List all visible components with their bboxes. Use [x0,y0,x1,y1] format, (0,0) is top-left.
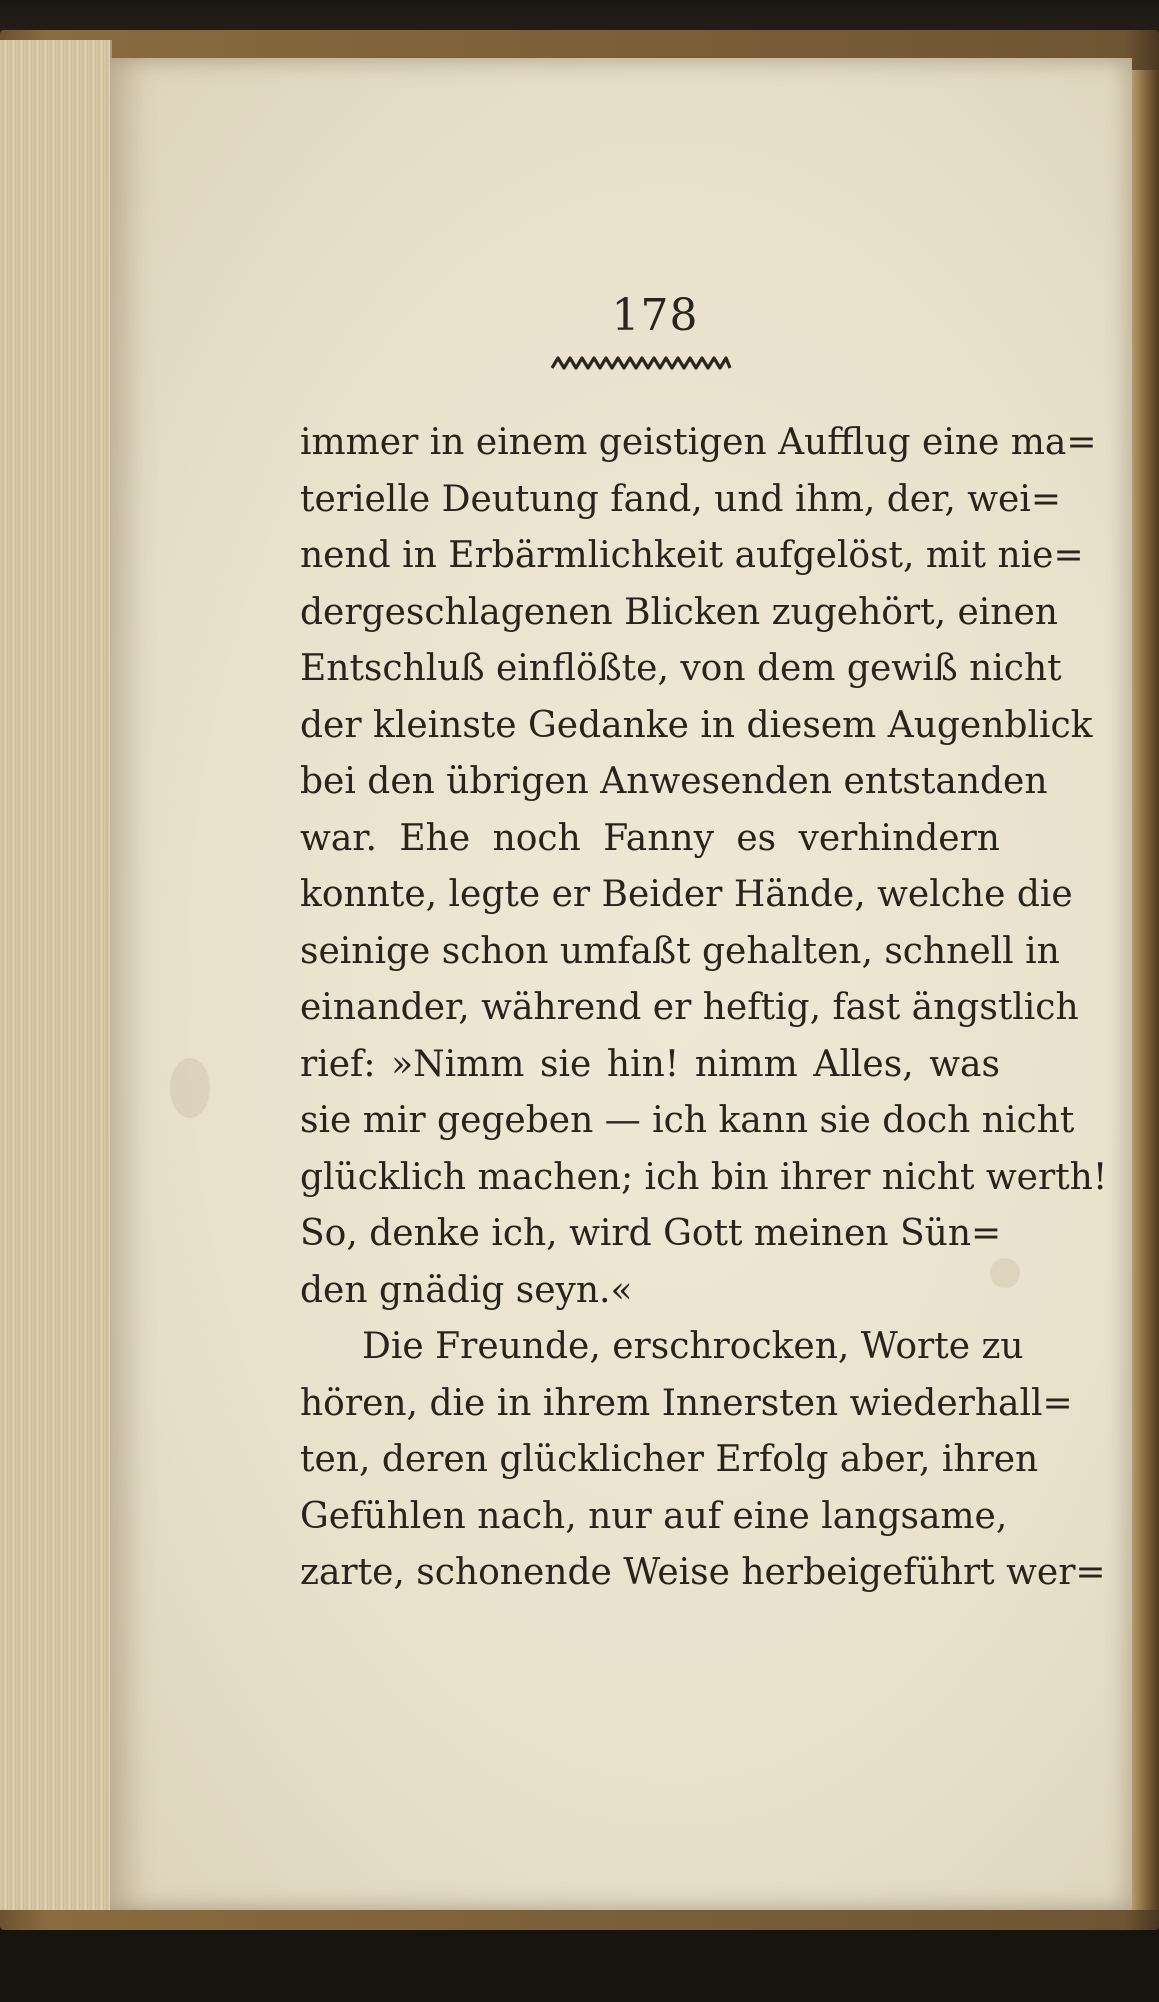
text-line: bei den übrigen Anwesenden entstanden [300,761,1048,802]
text-line: war. Ehe noch Fanny es verhindern [300,817,1000,859]
text-line: Gefühlen nach, nur auf eine langsame, [300,1495,1008,1537]
text-line: So, denke ich, wird Gott meinen Sün= [300,1213,1002,1254]
text-line: konnte, legte er Beider Hände, welche die [300,874,1073,915]
text-line: der kleinste Gedanke in diesem Augenblick [300,704,1093,746]
text-line: terielle Deutung fand, und ihm, der, wei= [300,478,1062,520]
text-line: sie mir gegeben — ich kann sie doch nicht [300,1100,1075,1141]
text-line: Entschluß einflößte, von dem gewiß nicht [300,648,1062,689]
ornament-rule [550,350,732,374]
text-line: zarte, schonende Weise herbeigeführt wer= [300,1552,1106,1593]
paper-stain [170,1058,210,1118]
body-text [300,415,1108,1602]
text-line: ten, deren glücklicher Erfolg aber, ihren [300,1439,1039,1480]
text-line: nend in Erbärmlichkeit aufgelöst, mit nie= [300,535,1084,576]
text-line: dergeschlagenen Blicken zugehört, einen [300,591,1058,633]
binding-edge [1132,70,1159,1910]
text-line: Die Freunde, erschrocken, Worte zu [362,1326,1024,1367]
page-edges [0,40,112,1910]
text-line: einander, während er heftig, fast ängstlich [300,987,1079,1028]
text-line: den gnädig seyn.« [300,1269,633,1311]
text-line: rief: »Nimm sie hin! nimm Alles, was [300,1043,1000,1085]
text-line: hören, die in ihrem Innersten wiederhall= [300,1382,1073,1424]
page-number: 178 [611,290,699,341]
text-line: seinige schon umfaßt gehalten, schnell in [300,930,1060,972]
text-line: glücklich machen; ich bin ihrer nicht werth! [300,1156,1108,1198]
text-line: immer in einem geistigen Aufflug eine ma= [300,422,1097,463]
